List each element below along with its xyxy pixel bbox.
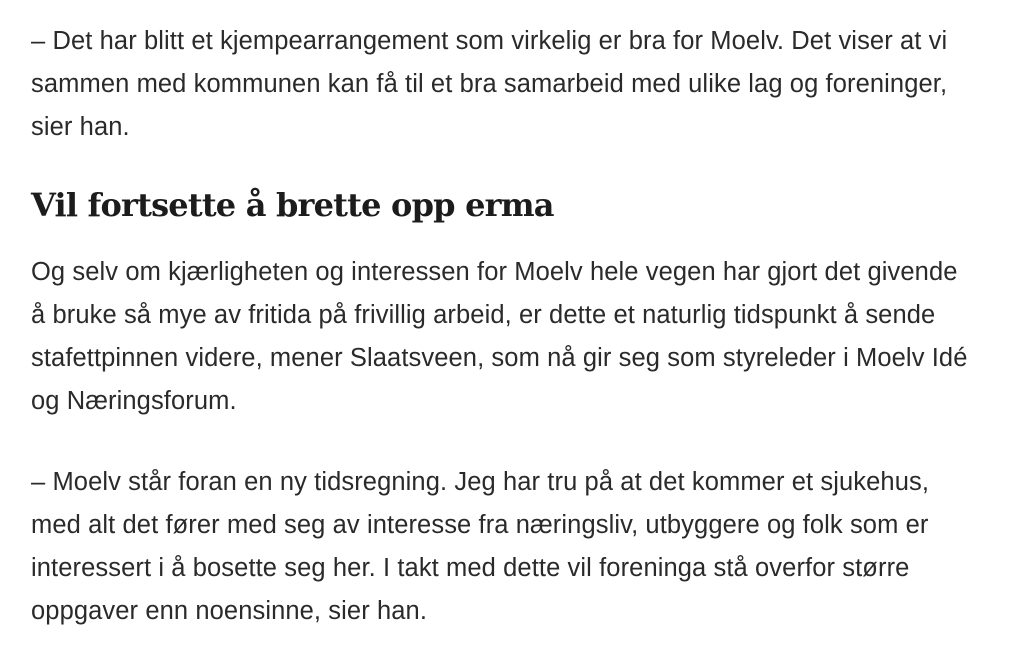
paragraph-quote-tidsregning: – Moelv står foran en ny tidsregning. Jeg har tru på at det kommer et sjukehus, med alt det fører med seg av interesse fra næringsliv, utbyggere og folk som er interessert i å bosette seg her. I takt med dette vil foreninga stå overfor større oppgaver enn noensinne, sier han.	[31, 468, 930, 625]
section-heading: Vil fortsette å brette opp erma	[31, 186, 554, 224]
paragraph-stafettpinnen: Og selv om kjærligheten og interessen for Moelv hele vegen har gjort det givende å bruke så mye av fritida på frivillig arbeid, er dette et naturlig tidspunkt å sende stafettpinnen videre, mener Slaatsveen, som nå gir seg som styreleder i Moelv Idé og Næringsforum.	[31, 258, 968, 415]
paragraph-quote-arrangement: – Det har blitt et kjempearrangement som virkelig er bra for Moelv. Det viser at vi sammen med kommunen kan få til et bra samarbeid med ulike lag og foreninger, sier han.	[31, 27, 948, 141]
